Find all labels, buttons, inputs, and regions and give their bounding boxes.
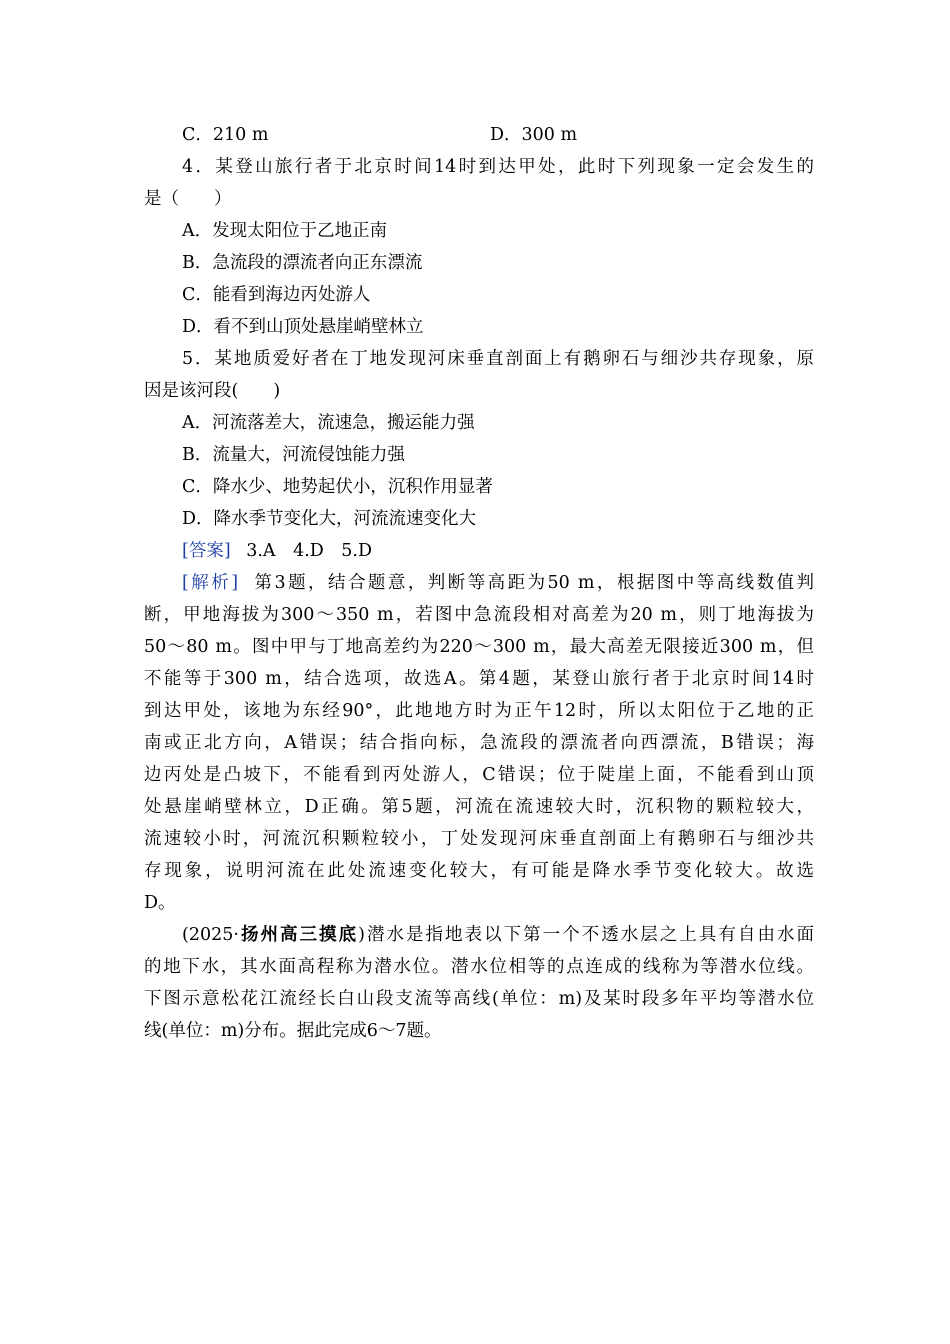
- analysis-line-6: 南或正北方向，A错误；结合指向标，急流段的漂流者向西漂流，B错误；海: [144, 733, 814, 753]
- analysis-line-10: 存现象，说明河流在此处流速变化较大，有可能是降水季节变化较大。故选: [144, 861, 814, 881]
- intro-line-1: [182, 923, 814, 947]
- analysis-line-3: 50～80 m。图中甲与丁地高差约为220～300 m，最大高差无限接近300 m，但: [144, 637, 814, 657]
- intro-first-line-rest: )潜水是指地表以下第一个不透水层之上具有自由水面: [358, 925, 814, 945]
- q5-option-b: B．流量大，河流侵蚀能力强: [182, 445, 405, 465]
- q5-stem-line-1: 5．某地质爱好者在丁地发现河床垂直剖面上有鹅卵石与细沙共存现象，原: [182, 349, 814, 369]
- q4-option-a: A．发现太阳位于乙地正南: [182, 221, 388, 241]
- q4-option-c: C．能看到海边丙处游人: [182, 285, 371, 305]
- analysis-line-8: 处悬崖峭壁林立，D正确。第5题，河流在流速较大时，沉积物的颗粒较大，: [144, 797, 814, 817]
- analysis-first-line-text: 第3题，结合题意，判断等高距为50 m，根据图中等高线数值判: [252, 573, 815, 593]
- analysis-line-9: 流速较小时，河流沉积颗粒较小，丁处发现河床垂直剖面上有鹅卵石与细沙共: [144, 829, 814, 849]
- q5-stem-line-2: 因是该河段( ): [144, 381, 281, 401]
- analysis-line-4: 不能等于300 m，结合选项，故选A。第4题，某登山旅行者于北京时间14时: [144, 669, 814, 689]
- q5-option-c: C．降水少、地势起伏小，沉积作用显著: [182, 477, 493, 497]
- intro-source-name: 扬州高三摸底: [238, 925, 359, 945]
- q4-option-d: D．看不到山顶处悬崖峭壁林立: [182, 317, 424, 337]
- answer-tag: [答案]: [182, 541, 231, 561]
- answer-line: [182, 539, 852, 563]
- analysis-line-5: 到达甲处，该地为东经90°，此地地方时为正午12时，所以太阳位于乙地的正: [144, 701, 814, 721]
- analysis-tag: [解析]: [182, 573, 239, 593]
- intro-source-prefix: (2025·: [182, 925, 239, 945]
- q4-stem-line-2: 是（ ）: [144, 189, 232, 209]
- answer-text: 3.A 4.D 5.D: [246, 541, 373, 561]
- q3-options-row: [182, 123, 852, 147]
- analysis-line-1: [182, 571, 814, 595]
- q3-option-c: C．210 m: [182, 125, 269, 145]
- q5-option-a: A．河流落差大，流速急，搬运能力强: [182, 413, 475, 433]
- q4-option-b: B．急流段的漂流者向正东漂流: [182, 253, 423, 273]
- analysis-line-7: 边丙处是凸坡下，不能看到丙处游人，C错误；位于陡崖上面，不能看到山顶: [144, 765, 814, 785]
- intro-last-line: 线(单位：m)分布。据此完成6～7题。: [144, 1021, 442, 1041]
- analysis-line-2: 断，甲地海拔为300～350 m，若图中急流段相对高差为20 m，则丁地海拔为: [144, 605, 814, 625]
- intro-line-3: 下图示意松花江流经长白山段支流等高线(单位：m)及某时段多年平均等潜水位: [144, 989, 814, 1009]
- q3-option-d: D．300 m: [490, 125, 578, 145]
- q5-option-d: D．降水季节变化大，河流流速变化大: [182, 509, 477, 529]
- intro-line-2: 的地下水，其水面高程称为潜水位。潜水位相等的点连成的线称为等潜水位线。: [144, 957, 814, 977]
- q4-stem-line-1: 4．某登山旅行者于北京时间14时到达甲处，此时下列现象一定会发生的: [182, 157, 814, 177]
- analysis-last-line: D。: [144, 893, 176, 913]
